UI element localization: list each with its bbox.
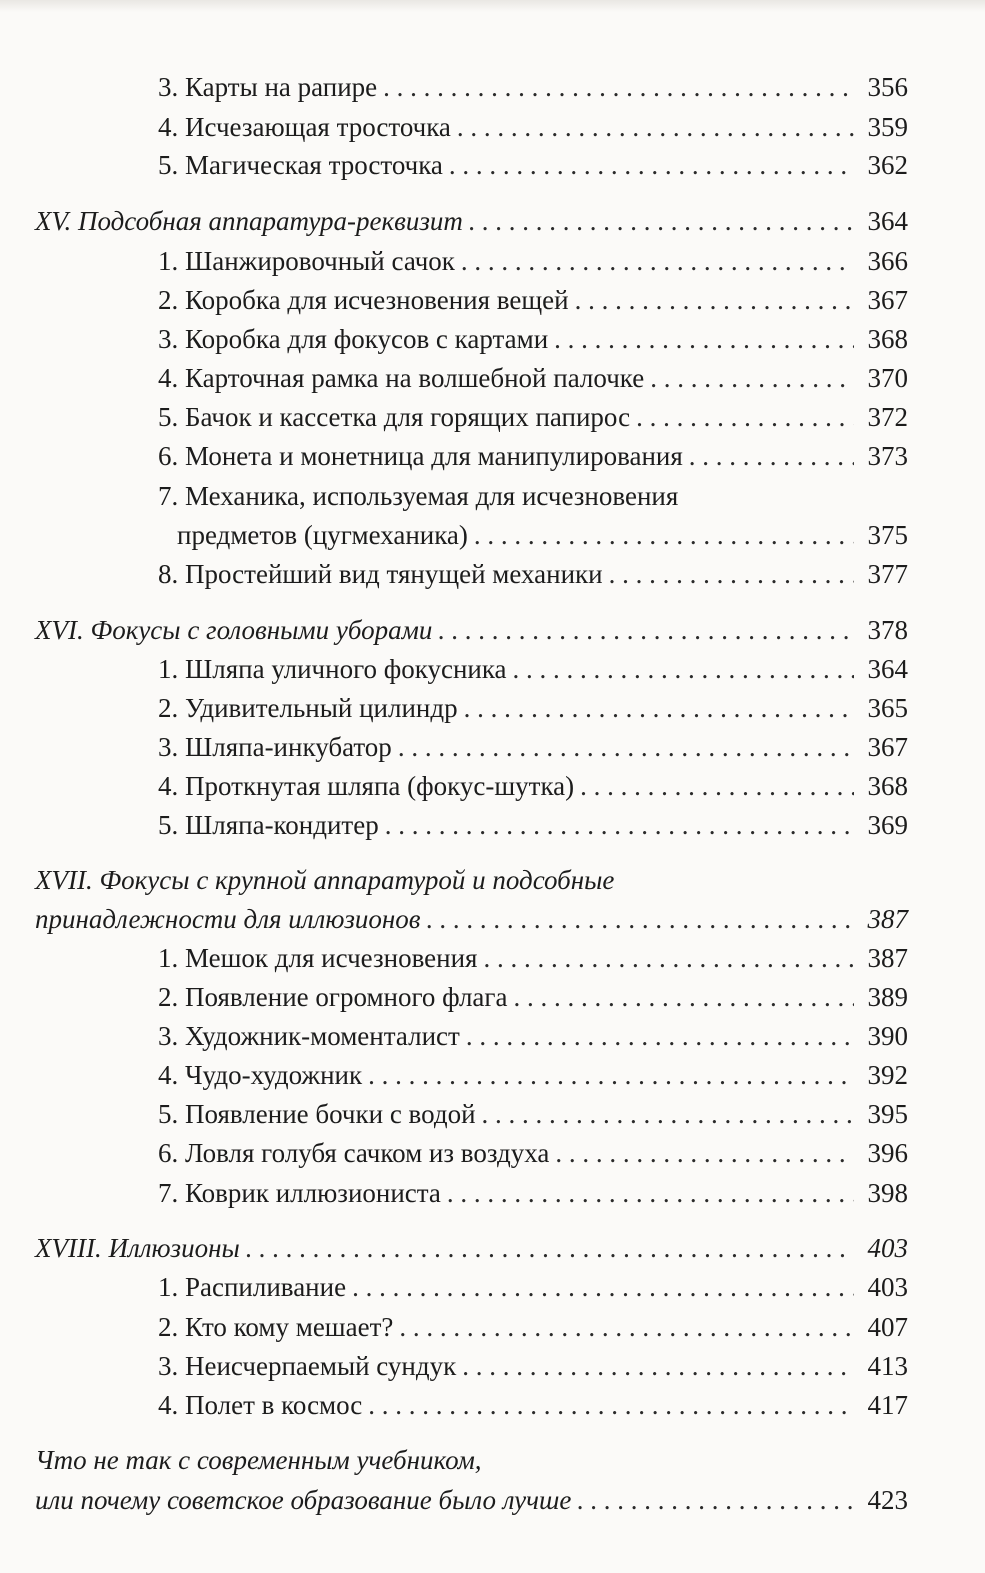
toc-entry-page: 390 — [867, 1021, 908, 1051]
toc-entry-page: 413 — [867, 1351, 908, 1381]
toc-entry-page: 387 — [867, 943, 908, 973]
leader-dots — [513, 652, 854, 686]
toc-entry-title: 7. Коврик иллюзиониста — [158, 1178, 441, 1208]
leader-dots — [513, 980, 854, 1014]
toc-entry — [158, 148, 908, 182]
toc-entry-title: 8. Простейший вид тянущей механики — [158, 559, 603, 589]
toc-afterword — [35, 1483, 908, 1517]
toc-entry — [158, 1176, 908, 1210]
toc-entry-page: 364 — [867, 654, 908, 684]
toc-entry-page: 372 — [867, 402, 908, 432]
toc-entry-title: 1. Шляпа уличного фокусника — [158, 654, 507, 684]
toc-entry-line1 — [158, 479, 908, 513]
toc-entry-title: 4. Проткнутая шляпа (фокус-шутка) — [158, 771, 575, 801]
toc-section-heading — [35, 1231, 908, 1265]
toc-section-title-continued: принадлежности для иллюзионов — [35, 904, 421, 934]
toc-entry — [158, 361, 908, 395]
toc-entry — [158, 769, 908, 803]
toc-entry — [158, 283, 908, 317]
toc-entry-title: 1. Распиливание — [158, 1272, 347, 1302]
toc-entry-title: 1. Мешок для исчезновения — [158, 943, 478, 973]
toc-entry — [158, 439, 908, 473]
toc-entry — [158, 808, 908, 842]
toc-entry — [158, 400, 908, 434]
toc-entry-title: 2. Коробка для исчезновения вещей — [158, 285, 569, 315]
toc-entry-title: 3. Неисчерпаемый сундук — [158, 1351, 457, 1381]
toc-entry-title: 3. Карты на рапире — [158, 72, 378, 102]
toc-entry-title: 1. Шанжировочный сачок — [158, 246, 455, 276]
toc-entry-page: 407 — [867, 1312, 908, 1342]
toc-entry-page: 369 — [867, 810, 908, 840]
toc-section-title: XV. Подсобная аппаратура-реквизит — [35, 206, 463, 236]
toc-section-heading-line1 — [35, 863, 908, 897]
toc-entry-page: 396 — [867, 1138, 908, 1168]
leader-dots — [636, 400, 854, 434]
toc-entry — [158, 110, 908, 144]
toc-afterword-line1 — [35, 1443, 908, 1477]
toc-entry-title: 3. Шляпа-инкубатор — [158, 732, 392, 762]
toc-section-heading — [35, 613, 908, 647]
toc-entry — [158, 1019, 908, 1053]
toc-entry-page: 375 — [867, 520, 908, 550]
toc-entry-page: 417 — [867, 1390, 908, 1420]
toc-entry-page: 356 — [867, 72, 908, 102]
toc-entry — [158, 1097, 908, 1131]
toc-entry-title: 2. Кто кому мешает? — [158, 1312, 394, 1342]
toc-entry-page: 403 — [867, 1272, 908, 1302]
toc-entry-page: 395 — [867, 1099, 908, 1129]
toc-section-title: XVI. Фокусы с головными уборами — [35, 615, 433, 645]
toc-entry — [158, 652, 908, 686]
leader-dots — [554, 322, 854, 356]
leader-dots — [399, 1310, 854, 1344]
toc-section-page: 387 — [867, 904, 908, 934]
toc-section-heading — [35, 902, 908, 936]
toc-entry — [158, 730, 908, 764]
toc-section-title: XVII. Фокусы с крупной аппаратурой и подсобные — [35, 865, 615, 895]
leader-dots — [352, 1270, 854, 1304]
toc-entry-page: 359 — [867, 112, 908, 142]
leader-dots — [466, 1019, 854, 1053]
toc-entry-title: 6. Ловля голубя сачком из воздуха — [158, 1138, 550, 1168]
toc-entry-page: 373 — [867, 441, 908, 471]
toc-section-page: 378 — [867, 615, 908, 645]
toc-entry — [158, 1058, 908, 1092]
toc-entry — [158, 244, 908, 278]
leader-dots — [368, 1058, 854, 1092]
toc-entry — [158, 70, 908, 104]
leader-dots — [464, 691, 854, 725]
toc-entry — [158, 941, 908, 975]
toc-afterword-title-continued: или почему советское образование было лучше — [35, 1485, 572, 1515]
page-top-edge — [0, 0, 985, 12]
leader-dots — [383, 70, 854, 104]
toc-entry-title: 5. Появление бочки с водой — [158, 1099, 476, 1129]
leader-dots — [689, 439, 854, 473]
toc-entry-title: 6. Монета и монетница для манипулирования — [158, 441, 683, 471]
toc-entry-title: 3. Художник-моменталист — [158, 1021, 460, 1051]
leader-dots — [577, 1483, 854, 1517]
toc-entry-page: 367 — [867, 285, 908, 315]
leader-dots — [438, 613, 854, 647]
toc-entry-title-continued: предметов (цугмеханика) — [177, 520, 468, 550]
toc-entry — [158, 1388, 908, 1422]
leader-dots — [650, 361, 854, 395]
toc-entry-page: 365 — [867, 693, 908, 723]
leader-dots — [449, 148, 854, 182]
toc-entry-title: 2. Удивительный цилиндр — [158, 693, 458, 723]
leader-dots — [482, 1097, 854, 1131]
leader-dots — [575, 283, 854, 317]
toc-entry-page: 367 — [867, 732, 908, 762]
toc-entry-page: 366 — [867, 246, 908, 276]
toc-section-title: XVIII. Иллюзионы — [35, 1233, 240, 1263]
toc-entry-title: 4. Полет в космос — [158, 1390, 363, 1420]
toc-entry-title: 3. Коробка для фокусов с картами — [158, 324, 549, 354]
toc-entry-title: 4. Карточная рамка на волшебной палочке — [158, 363, 645, 393]
leader-dots — [462, 1349, 854, 1383]
leader-dots — [447, 1176, 854, 1210]
toc-entry-title: 5. Шляпа-кондитер — [158, 810, 379, 840]
toc-entry — [158, 691, 908, 725]
toc-entry-title: 5. Магическая тросточка — [158, 150, 443, 180]
toc-entry-page: 389 — [867, 982, 908, 1012]
leader-dots — [246, 1231, 854, 1265]
toc-entry-title: 7. Механика, используемая для исчезновения — [158, 481, 679, 511]
toc-entry — [158, 1136, 908, 1170]
toc-afterword-page: 423 — [867, 1485, 908, 1515]
toc-entry-title: 4. Чудо-художник — [158, 1060, 363, 1090]
toc-section-heading — [35, 204, 908, 238]
toc-entry — [158, 518, 908, 552]
toc-entry-page: 398 — [867, 1178, 908, 1208]
leader-dots — [580, 769, 854, 803]
leader-dots — [385, 808, 854, 842]
toc-entry — [158, 1310, 908, 1344]
toc-section-page: 364 — [867, 206, 908, 236]
leader-dots — [555, 1136, 854, 1170]
leader-dots — [461, 244, 854, 278]
toc-entry-page: 377 — [867, 559, 908, 589]
toc-entry — [158, 980, 908, 1014]
toc-entry-page: 392 — [867, 1060, 908, 1090]
leader-dots — [457, 110, 854, 144]
toc-entry-page: 370 — [867, 363, 908, 393]
toc-entry-title: 4. Исчезающая тросточка — [158, 112, 451, 142]
toc-section-page: 403 — [867, 1233, 908, 1263]
toc-entry-page: 368 — [867, 771, 908, 801]
leader-dots — [427, 902, 854, 936]
leader-dots — [398, 730, 854, 764]
toc-entry-page: 368 — [867, 324, 908, 354]
toc-entry — [158, 557, 908, 591]
leader-dots — [474, 518, 854, 552]
toc-entry-title: 2. Появление огромного флага — [158, 982, 508, 1012]
toc-entry — [158, 1270, 908, 1304]
toc-entry — [158, 322, 908, 356]
leader-dots — [368, 1388, 854, 1422]
toc-entry-page: 362 — [867, 150, 908, 180]
leader-dots — [469, 204, 854, 238]
leader-dots — [609, 557, 854, 591]
toc-afterword-title: Что не так с современным учебником, — [35, 1445, 482, 1475]
toc-entry — [158, 1349, 908, 1383]
leader-dots — [483, 941, 854, 975]
toc-entry-title: 5. Бачок и кассетка для горящих папирос — [158, 402, 631, 432]
